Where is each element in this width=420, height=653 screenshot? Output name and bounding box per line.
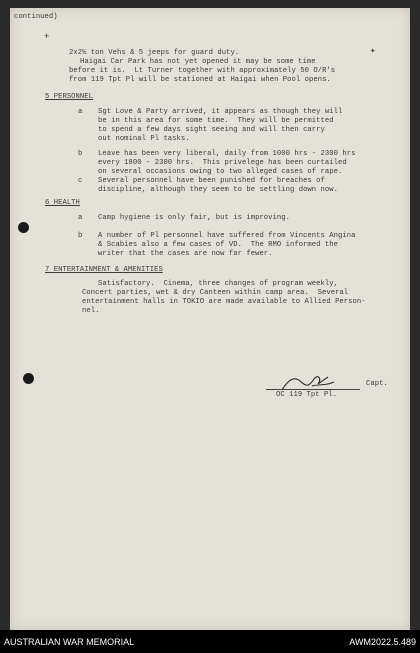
health-b-line: writer that the cases are now far fewer. bbox=[98, 250, 273, 258]
entertainment-line: Satisfactory. Cinema, three changes of program weekly, bbox=[98, 280, 338, 288]
item-letter: b bbox=[78, 150, 83, 158]
section-heading-health: 6 HEALTH bbox=[45, 199, 80, 207]
footer-accession: AWM2022.5.489 bbox=[349, 637, 416, 647]
personnel-a-line: be in this area for some time. They will be permitted bbox=[98, 117, 334, 125]
health-b-line: A number of Pl personnel have suffered from Vincents Angina bbox=[98, 232, 356, 240]
stray-mark: + bbox=[44, 32, 50, 42]
footer-bar bbox=[0, 630, 420, 653]
entertainment-line: nel. bbox=[82, 307, 100, 315]
section-heading-entertainment: 7 ENTERTAINMENT & AMENITIES bbox=[45, 266, 163, 274]
entertainment-line: entertainment halls in TOKIO are made available to Allied Person- bbox=[82, 298, 366, 306]
health-b-line: & Scabies also a few cases of VD. The RMO informed the bbox=[98, 241, 338, 249]
punch-hole bbox=[18, 222, 29, 233]
personnel-a-line: to spend a few days sight seeing and will then carry bbox=[98, 126, 325, 134]
para4-line4: from 119 Tpt Pl will be stationed at Haigai when Pool opens. bbox=[69, 76, 331, 84]
para4-line3: before it is. Lt Turner together with approximately 50 O/R's bbox=[69, 67, 336, 75]
item-letter: b bbox=[78, 232, 83, 240]
para4-line1: 2x2½ ton Vehs & 5 jeeps for guard duty. bbox=[69, 49, 240, 57]
personnel-c-line: Several personnel have been punished for breaches of bbox=[98, 177, 325, 185]
para4-line2: Haigai Car Park has not yet opened it may be some time bbox=[80, 58, 316, 66]
stray-mark: ✦ bbox=[370, 46, 376, 56]
health-a-line: Camp hygiene is only fair, but is improving. bbox=[98, 214, 290, 222]
item-letter: c bbox=[78, 177, 83, 185]
entertainment-line: Concert parties, wet & dry Canteen within camp area. Several bbox=[82, 289, 349, 297]
signature-line bbox=[266, 389, 360, 390]
section-heading-personnel: 5 PERSONNEL bbox=[45, 93, 93, 101]
personnel-c-line: discipline, although they seem to be settling down now. bbox=[98, 186, 338, 194]
signature-unit: OC 119 Tpt Pl. bbox=[276, 391, 338, 399]
personnel-b-line: on several occasions owing to two alleged cases of rape. bbox=[98, 168, 343, 176]
item-letter: a bbox=[78, 214, 83, 222]
personnel-b-line: Leave has been very liberal, daily from 1000 hrs - 2300 hrs bbox=[98, 150, 356, 158]
signature-rank: Capt. bbox=[366, 380, 388, 388]
personnel-a-line: Sgt Love & Party arrived, it appears as though they will bbox=[98, 108, 343, 116]
punch-hole bbox=[23, 373, 34, 384]
item-letter: a bbox=[78, 108, 83, 116]
footer-source: AUSTRALIAN WAR MEMORIAL bbox=[4, 637, 135, 647]
personnel-b-line: every 1800 - 2300 hrs. This privelege has been curtailed bbox=[98, 159, 347, 167]
personnel-a-line: out nominal Pl tasks. bbox=[98, 135, 190, 143]
continued-label: continued) bbox=[14, 13, 58, 21]
